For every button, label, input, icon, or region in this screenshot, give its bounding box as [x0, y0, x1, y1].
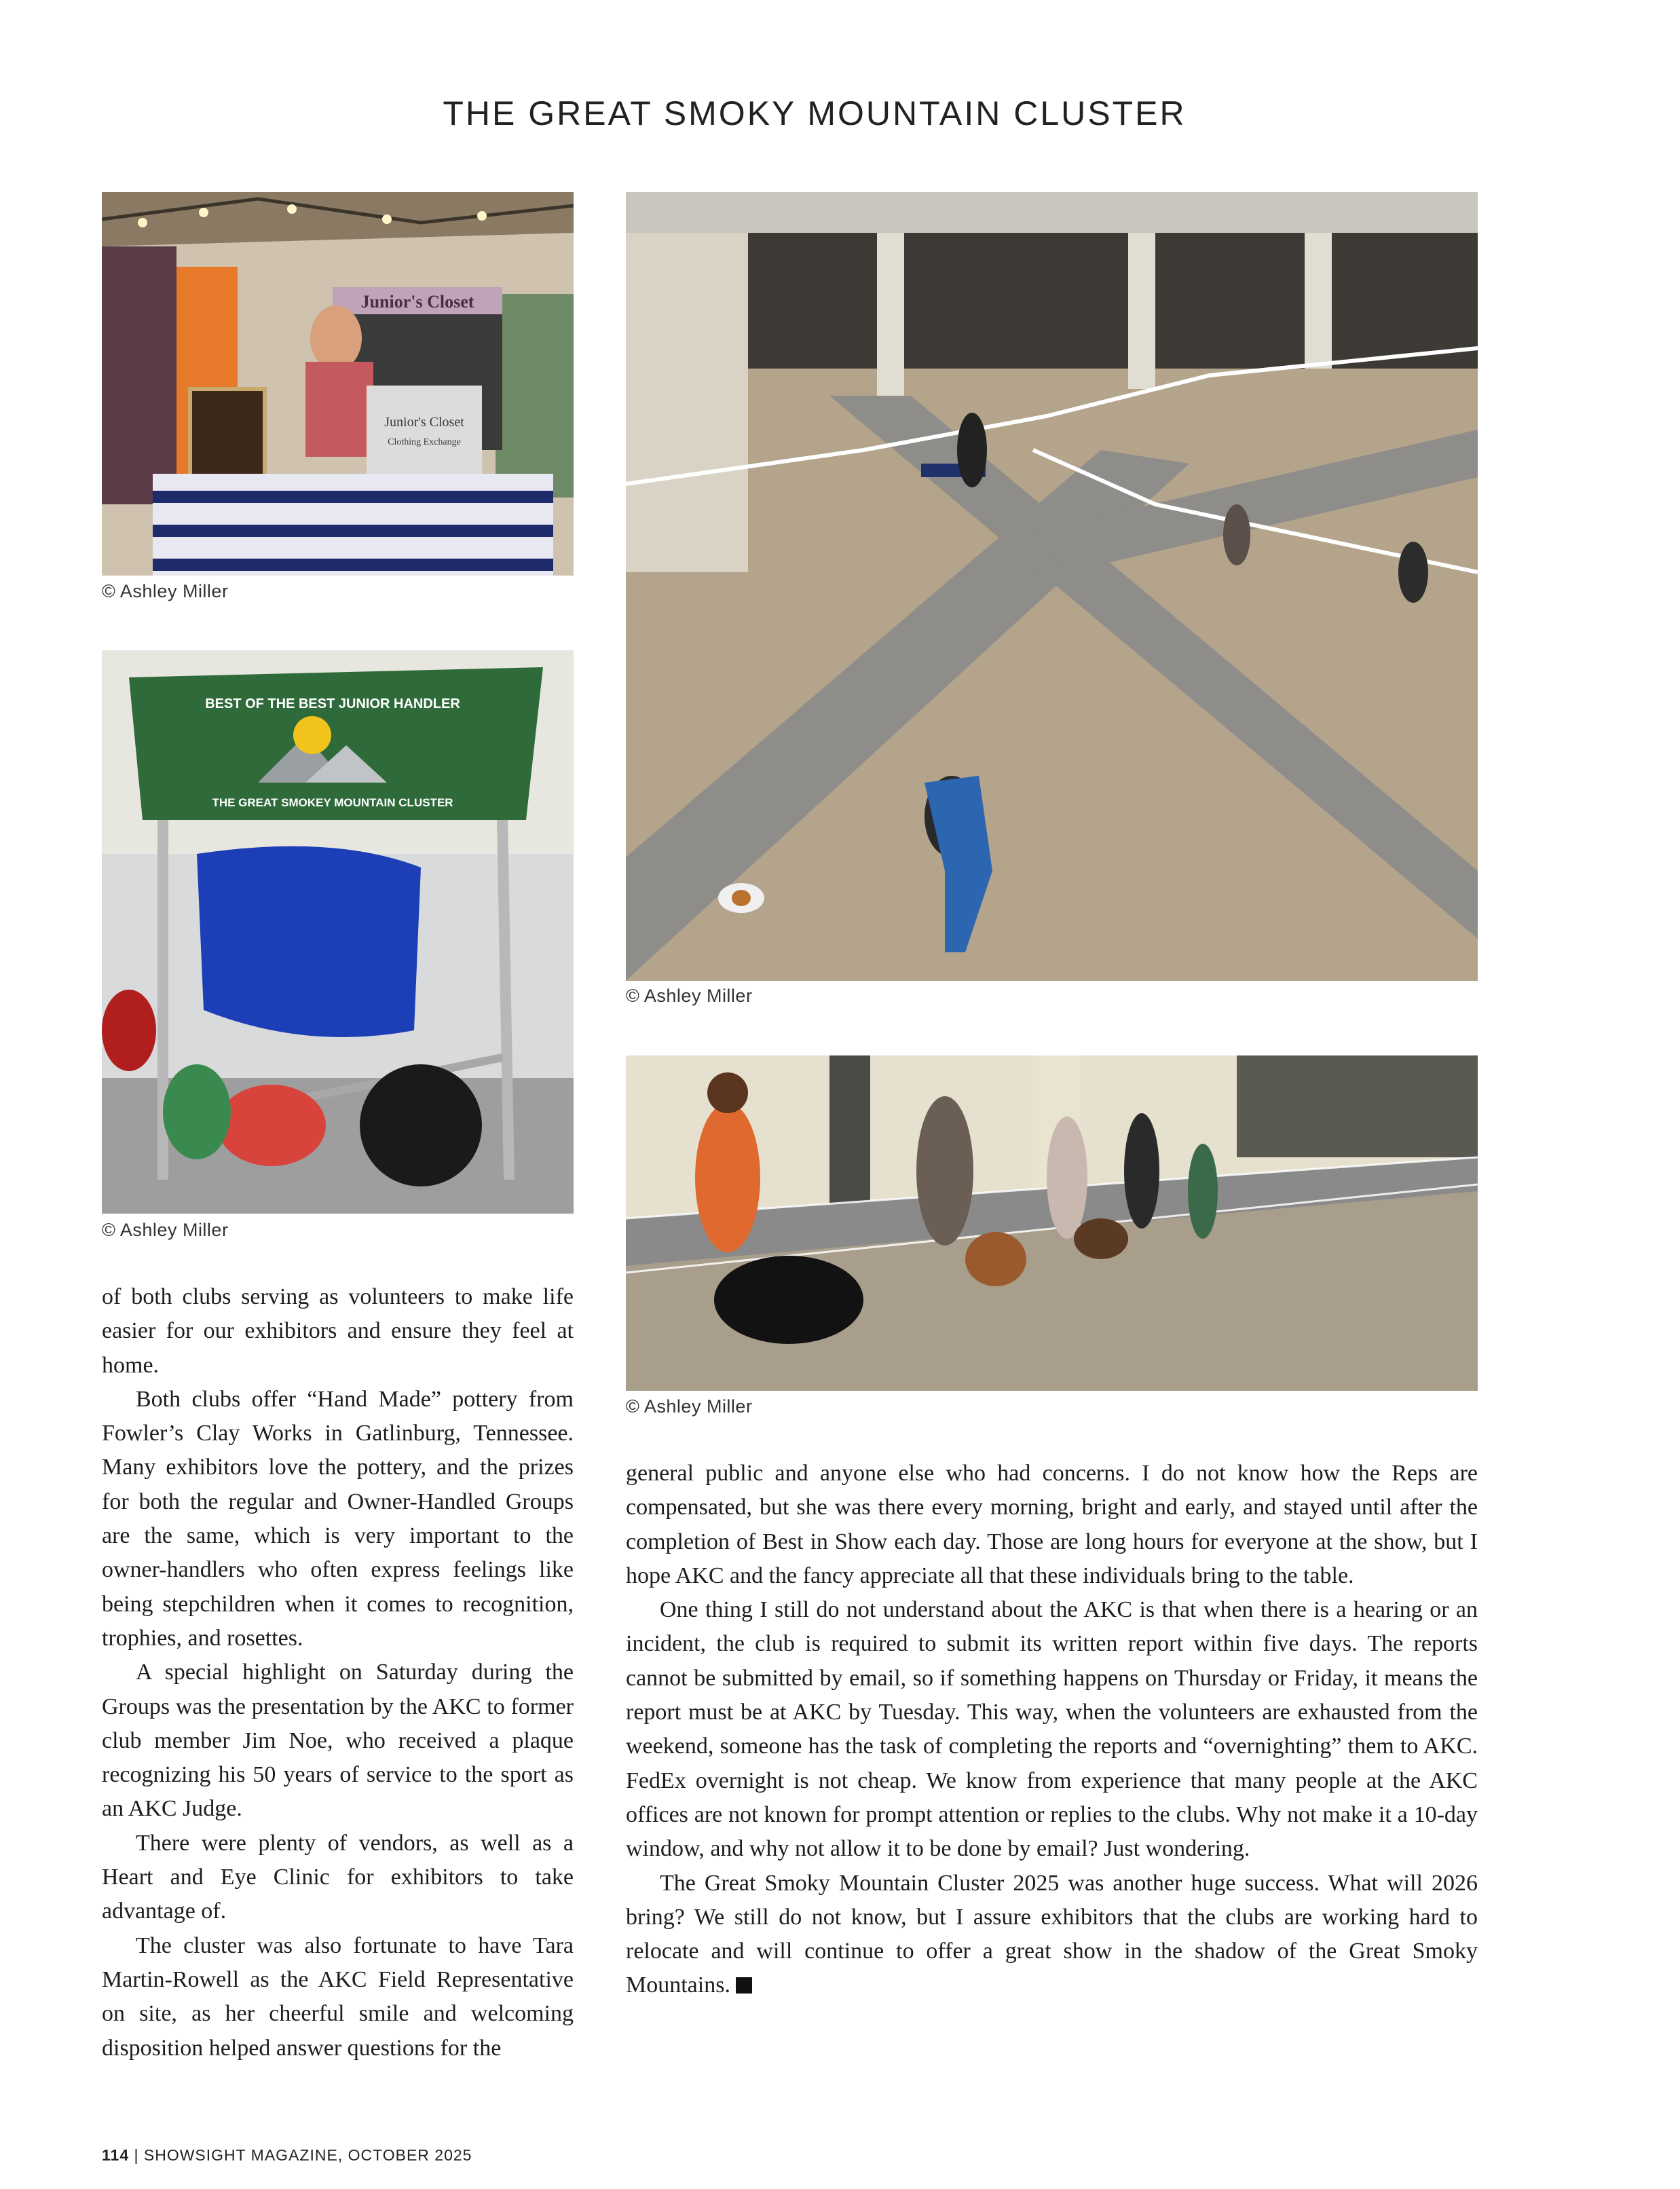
photo-credit-junior-handler-chair: © Ashley Miller: [102, 1220, 229, 1240]
left-paragraph-3: A special highlight on Saturday during the Groups was the presentation by the AKC to former club member Jim Noe, who received a plaque recognizing his 50 years of service to the sport as an AKC Judge.: [102, 1660, 574, 1822]
left-paragraph-1: of both clubs serving as volunteers to make life easier for our exhibitors and ensure they feel at home.: [102, 1284, 574, 1378]
left-paragraph-4: There were plenty of vendors, as well as a Heart and Eye Clinic for exhibitors to take advantage of.: [102, 1830, 574, 1924]
footer-separator: |: [134, 2146, 139, 2164]
booth-sign-text: Junior's Closet: [384, 415, 464, 430]
left-paragraph-5: The cluster was also fortunate to have Tara Martin-Rowell as the AKC Field Representative on site, as her cheerful smile and welcoming disposition helped answer questions for the: [102, 1932, 574, 2061]
right-paragraph-3-text: The Great Smoky Mountain Cluster 2025 was another huge success. What will 2026 bring? We still do not know, but I assure exhibitors that the clubs are working hard to relocate and will continue to offer a great show in the shadow of the Great Smoky Mountains.: [626, 1870, 1478, 1998]
photo-junior-handler-chair: [102, 650, 574, 1214]
photo-credit-show-ring-overhead: © Ashley Miller: [626, 986, 753, 1006]
right-paragraph-1: general public and anyone else who had concerns. I do not know how the Reps are compensated, but she was there every morning, bright and early, and stayed until after the completion of Best in Show each day. Those are long hours for everyone at the show, but I hope AKC and the fancy appreciate all that these individuals bring to the table.: [626, 1461, 1478, 1588]
left-paragraph-2: Both clubs offer “Hand Made” pottery from Fowler’s Clay Works in Gatlinburg, Tennessee. Many exhibitors love the pottery, and the prizes for both the regular and Owner-Handled Groups are the same, which is very important to the owner-handlers who often express feelings like being stepchildren when it comes to recognition, trophies, and rosettes.: [102, 1386, 574, 1651]
left-text-column: [102, 1280, 574, 2065]
chair-text-bottom: THE GREAT SMOKEY MOUNTAIN CLUSTER: [212, 796, 453, 809]
photo-credit-handlers-lineup: © Ashley Miller: [626, 1396, 753, 1417]
booth-sign-subtext: Clothing Exchange: [388, 437, 461, 447]
photo-credit-vendor-booth: © Ashley Miller: [102, 581, 229, 601]
photo-handlers-lineup: [626, 1055, 1478, 1391]
right-paragraph-3: [626, 1867, 1478, 2003]
page-number: 114: [102, 2146, 130, 2164]
photo-vendor-booth: [102, 192, 574, 576]
photo-show-ring-overhead: [626, 192, 1478, 981]
chair-text-top: BEST OF THE BEST JUNIOR HANDLER: [205, 696, 460, 711]
page-footer: [102, 2146, 472, 2165]
booth-banner-text: Junior's Closet: [360, 292, 474, 312]
end-of-article-mark: [736, 1977, 752, 1994]
publication-name: SHOWSIGHT MAGAZINE, OCTOBER 2025: [143, 2146, 472, 2164]
right-paragraph-2: One thing I still do not understand about the AKC is that when there is a hearing or an incident, the club is required to submit its written report within five days. The reports cannot be submitted by email, so if something happens on Thursday or Friday, it means the report must be at AKC by Tuesday. This way, when the volunteers are exhausted from the weekend, someone has the task of completing the reports and “overnighting” them to AKC. FedEx overnight is not cheap. We know from experience that many people at the AKC offices are not known for prompt attention or replies to the clubs. Why not make it a 10-day window, and why not allow it to be done by email? Just wondering.: [626, 1597, 1478, 1862]
page-header: THE GREAT SMOKY MOUNTAIN CLUSTER: [443, 94, 1187, 132]
right-text-column: [626, 1457, 1478, 2003]
